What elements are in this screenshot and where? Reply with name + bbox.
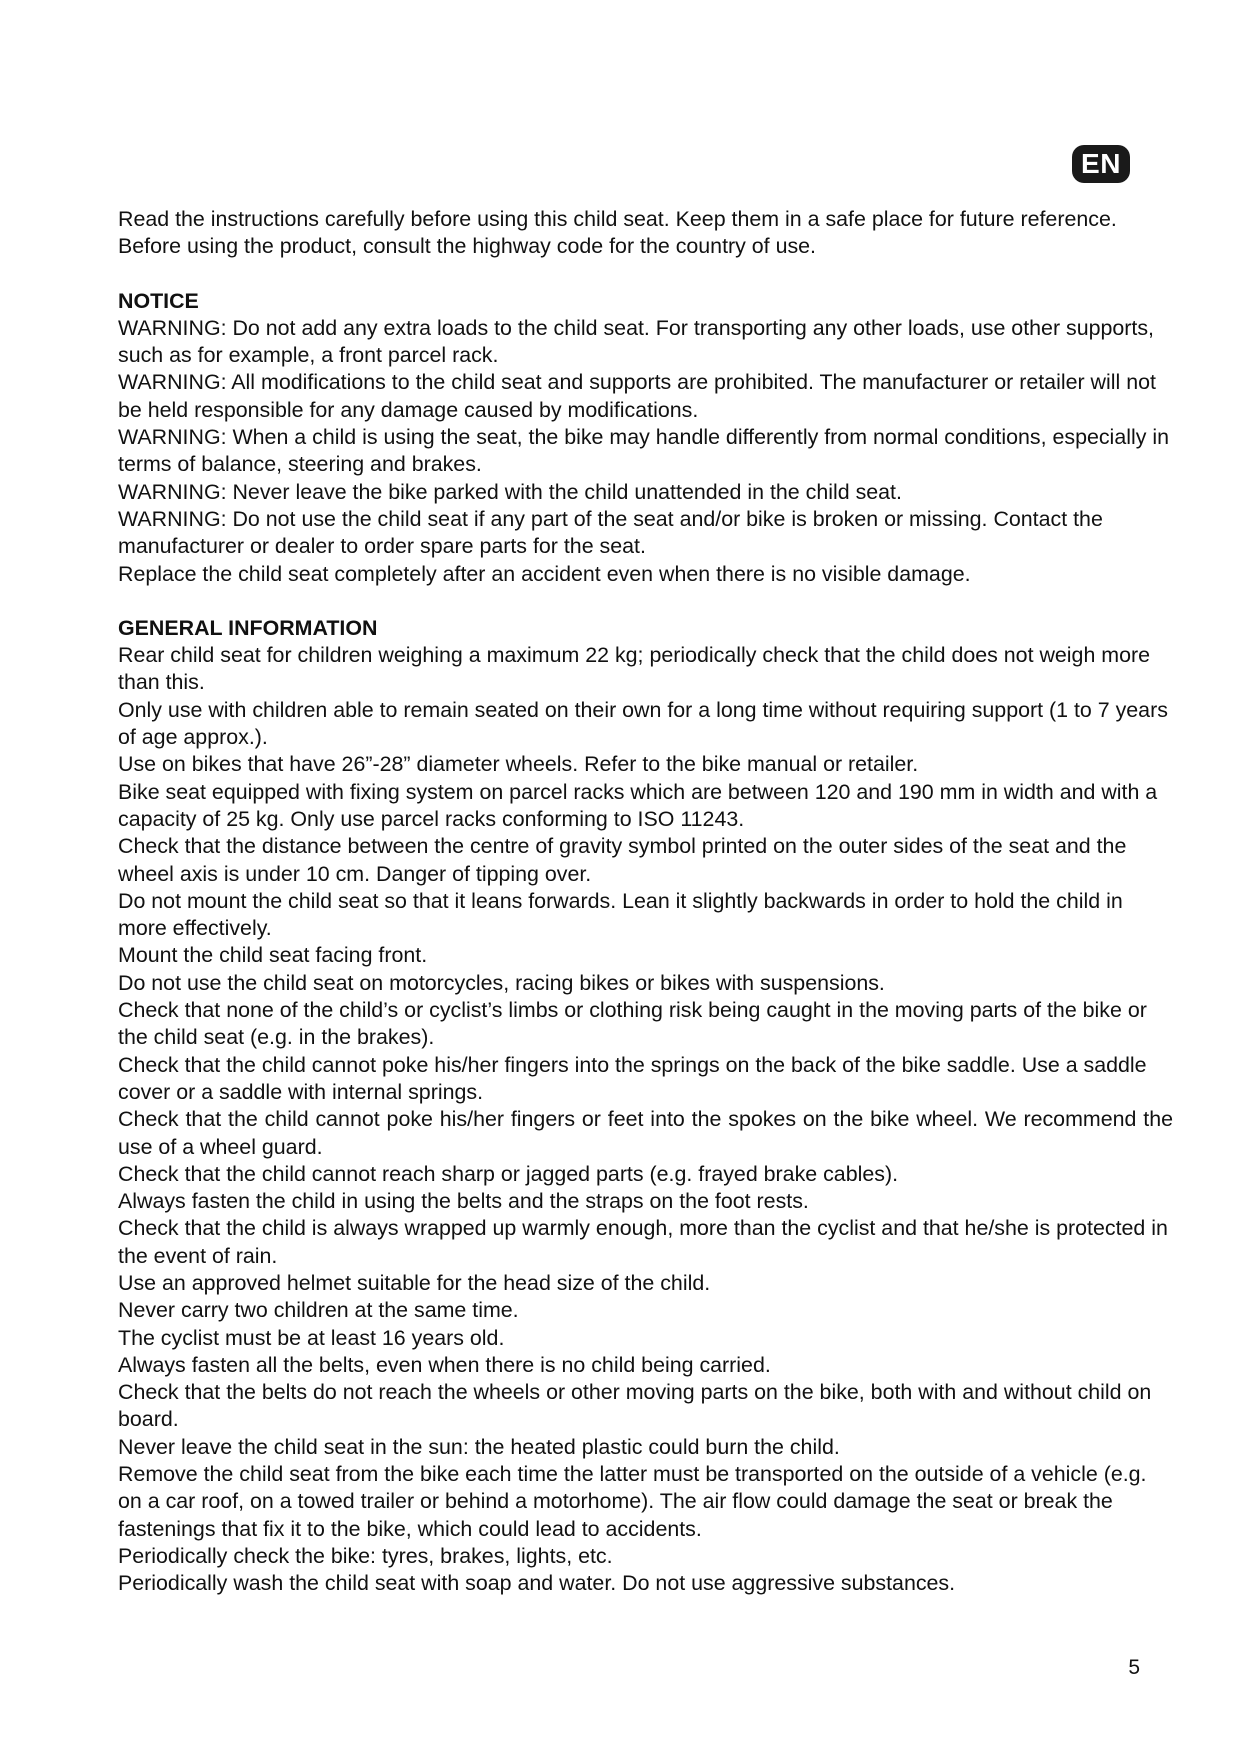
general-item: Check that the child is always wrapped up warmly enough, more than the cyclist and that he/she is protected in the event of rain. (118, 1216, 1168, 1268)
notice-section (118, 288, 1173, 588)
intro-line: Before using the product, consult the highway code for the country of use. (118, 234, 816, 259)
notice-item: WARNING: When a child is using the seat, the bike may handle differently from normal conditions, especially in terms of balance, steering and brakes. (118, 425, 1170, 477)
general-item: Check that the child cannot poke his/her fingers into the springs on the back of the bike saddle. Use a saddle cover or a saddle with internal springs. (118, 1052, 1147, 1104)
intro-line: Read the instructions carefully before using this child seat. Keep them in a safe place for future reference. (118, 207, 1117, 231)
general-item: Use on bikes that have 26”-28” diameter wheels. Refer to the bike manual or retailer. (118, 752, 919, 777)
general-item: Periodically wash the child seat with soap and water. Do not use aggressive substances. (118, 1571, 956, 1596)
general-item: Check that the distance between the centre of gravity symbol printed on the outer sides of the seat and the wheel axis is under 10 cm. Danger of tipping over. (118, 834, 1127, 886)
notice-item: WARNING: Do not add any extra loads to the child seat. For transporting any other loads, use other supports, such as for example, a front parcel rack. (118, 315, 1154, 368)
general-item: Do not use the child seat on motorcycles, racing bikes or bikes with suspensions. (118, 970, 885, 995)
general-item: Do not mount the child seat so that it leans forwards. Lean it slightly backwards in order to hold the child in more effectively. (118, 888, 1123, 941)
general-item: Bike seat equipped with fixing system on parcel racks which are between 120 and 190 mm in width and with a capacity of 25 kg. Only use parcel racks conforming to ISO 11243. (118, 779, 1158, 831)
general-item: Rear child seat for children weighing a maximum 22 kg; periodically check that the child does not weigh more than this. (118, 643, 1151, 695)
general-item: Periodically check the bike: tyres, brakes, lights, etc. (118, 1543, 613, 1568)
language-badge: EN (1072, 145, 1130, 183)
general-item: Never leave the child seat in the sun: the heated plastic could burn the child. (118, 1434, 840, 1459)
general-item: Check that the belts do not reach the wheels or other moving parts on the bike, both with and without child on board. (118, 1380, 1152, 1432)
general-item: Check that the child cannot reach sharp or jagged parts (e.g. frayed brake cables). (118, 1161, 899, 1186)
document-body (118, 206, 1173, 1625)
general-item: The cyclist must be at least 16 years old. (118, 1325, 505, 1350)
general-item: Only use with children able to remain seated on their own for a long time without requiring support (1 to 7 years of age approx.). (118, 697, 1168, 750)
general-item: Always fasten all the belts, even when there is no child being carried. (118, 1352, 771, 1377)
intro-section (118, 206, 1173, 261)
notice-heading: NOTICE (118, 288, 199, 313)
general-item: Always fasten the child in using the belts and the straps on the foot rests. (118, 1189, 809, 1214)
general-information-section (118, 615, 1173, 1598)
notice-item: WARNING: Do not use the child seat if any part of the seat and/or bike is broken or missing. Contact the manufacturer or dealer to order spare parts for the seat. (118, 506, 1103, 559)
general-information-heading: GENERAL INFORMATION (118, 615, 378, 640)
general-item: Check that none of the child’s or cyclist’s limbs or clothing risk being caught in the moving parts of the bike or the child seat (e.g. in the brakes). (118, 998, 1147, 1050)
general-item: Use an approved helmet suitable for the head size of the child. (118, 1270, 711, 1295)
general-item: Mount the child seat facing front. (118, 943, 428, 968)
general-item: Never carry two children at the same time. (118, 1298, 519, 1323)
notice-item: Replace the child seat completely after an accident even when there is no visible damage. (118, 561, 971, 586)
notice-item: WARNING: Never leave the bike parked with the child unattended in the child seat. (118, 479, 902, 504)
general-item: Remove the child seat from the bike each time the latter must be transported on the outside of a vehicle (e.g. on a car roof, on a towed trailer or behind a motorhome). The air flow could damage the seat or break the fastenings that fix it to the bike, which could lead to accidents. (118, 1462, 1147, 1541)
general-item: Check that the child cannot poke his/her fingers or feet into the spokes on the bike wheel. We recommend the use of a wheel guard. (118, 1107, 1173, 1159)
page-number: 5 (1128, 1656, 1140, 1679)
notice-item: WARNING: All modifications to the child seat and supports are prohibited. The manufacturer or retailer will not be held responsible for any damage caused by modifications. (118, 370, 1156, 422)
